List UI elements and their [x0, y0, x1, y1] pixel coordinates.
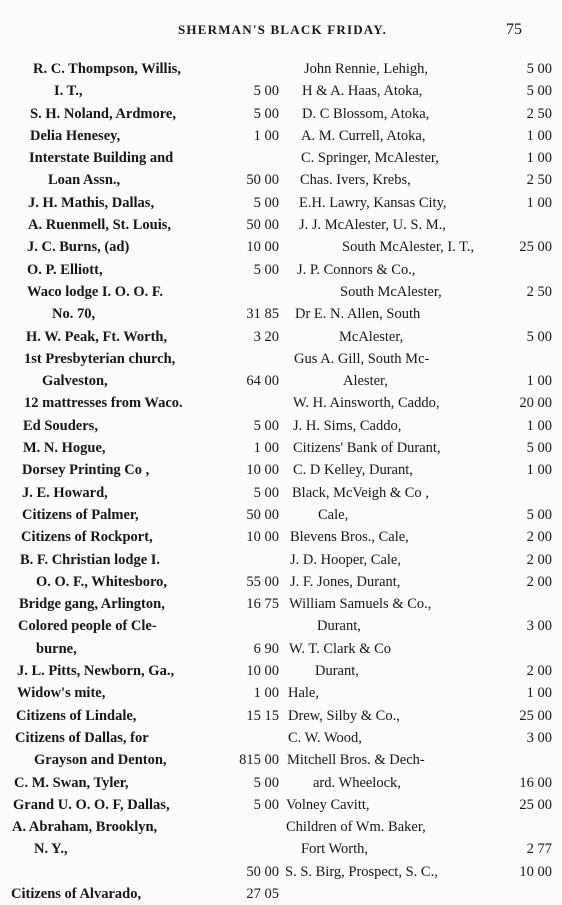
- list-item: [0, 392, 285, 414]
- donation-amount: 2 77: [526, 841, 552, 858]
- list-item: [285, 348, 562, 370]
- list-item: [285, 482, 562, 504]
- list-item: [0, 80, 285, 102]
- list-item: [0, 169, 285, 191]
- list-item: [285, 437, 562, 459]
- donation-amount: 1 00: [526, 685, 552, 702]
- donor-name: H & A. Haas, Atoka,: [302, 83, 423, 100]
- donor-name: Citizens' Bank of Durant,: [293, 440, 441, 457]
- running-header: SHERMAN'S BLACK FRIDAY.: [178, 22, 388, 37]
- donor-name: Galveston,: [42, 373, 108, 390]
- donation-amount: 50 00: [246, 863, 279, 880]
- donor-name: B. F. Christian lodge I.: [20, 551, 161, 568]
- donor-name: Mitchell Bros. & Dech-: [287, 752, 425, 769]
- donor-name: Grand U. O. O. F, Dallas,: [13, 796, 170, 813]
- donor-name: Citizens of Palmer,: [22, 506, 139, 523]
- list-item: [285, 214, 562, 236]
- donor-name: A. Abraham, Brooklyn,: [12, 819, 158, 836]
- donor-name: J. C. Burns, (ad): [27, 239, 130, 256]
- list-item: [0, 125, 285, 147]
- right-column: [285, 58, 562, 883]
- donor-name: burne,: [36, 640, 77, 657]
- donation-amount: 3 00: [526, 618, 552, 635]
- list-item: [285, 504, 562, 526]
- donor-name: Citizens of Lindale,: [16, 707, 137, 724]
- donation-amount: 55 00: [246, 573, 279, 590]
- donation-amount: 10 00: [246, 239, 279, 256]
- list-item: [0, 549, 285, 571]
- donation-amount: 5 00: [253, 796, 279, 813]
- donor-name: C. Springer, McAlester,: [301, 150, 439, 167]
- list-item: [0, 638, 285, 660]
- donation-amount: 2 00: [526, 529, 552, 546]
- donor-name: J. L. Pitts, Newborn, Ga.,: [17, 663, 175, 680]
- list-item: [285, 281, 562, 303]
- list-item: [285, 705, 562, 727]
- list-item: [285, 459, 562, 481]
- donor-name: South McAlester,: [340, 283, 442, 300]
- donor-name: C. M. Swan, Tyler,: [14, 774, 129, 791]
- donation-amount: 10 00: [246, 462, 279, 479]
- donation-amount: 2 00: [526, 573, 552, 590]
- donor-name: Citizens of Alvarado,: [11, 885, 142, 902]
- donation-amount: 5 00: [253, 484, 279, 501]
- donation-amount: 2 50: [526, 283, 552, 300]
- donor-name: William Samuels & Co.,: [289, 596, 432, 613]
- donor-name: Citizens of Dallas, for: [15, 729, 149, 746]
- list-item: [285, 192, 562, 214]
- list-item: [0, 749, 285, 771]
- list-item: [0, 682, 285, 704]
- donor-name: ard. Wheelock,: [313, 774, 401, 791]
- list-item: [285, 660, 562, 682]
- donation-amount: 31 85: [246, 306, 279, 323]
- donation-amount: 64 00: [246, 373, 279, 390]
- donor-name: E.H. Lawry, Kansas City,: [299, 194, 447, 211]
- list-item: [285, 772, 562, 794]
- page-number: 75: [506, 21, 522, 38]
- donation-amount: 815 00: [239, 752, 279, 769]
- list-item: [0, 660, 285, 682]
- list-item: [285, 638, 562, 660]
- list-item: [285, 236, 562, 258]
- donation-amount: 5 00: [253, 261, 279, 278]
- donor-name: Waco lodge I. O. O. F.: [27, 283, 164, 300]
- list-item: [285, 103, 562, 125]
- list-item: [0, 281, 285, 303]
- list-item: [285, 415, 562, 437]
- list-item: [285, 259, 562, 281]
- list-item: [285, 370, 562, 392]
- list-item: [285, 147, 562, 169]
- donor-name: Durant,: [317, 618, 361, 635]
- list-item: [285, 326, 562, 348]
- donation-amount: 2 50: [526, 105, 552, 122]
- list-item: [0, 192, 285, 214]
- donation-amount: 1 00: [526, 194, 552, 211]
- list-item: [0, 459, 285, 481]
- list-item: [285, 615, 562, 637]
- list-item: [0, 816, 285, 838]
- donation-amount: 1 00: [253, 685, 279, 702]
- donor-name: 12 mattresses from Waco.: [24, 395, 183, 412]
- donation-amount: 1 00: [526, 150, 552, 167]
- donation-amount: 5 00: [253, 194, 279, 211]
- list-item: [0, 348, 285, 370]
- donation-amount: 25 00: [519, 239, 552, 256]
- list-item: [285, 58, 562, 80]
- list-item: [285, 169, 562, 191]
- donor-name: Gus A. Gill, South Mc-: [294, 350, 430, 367]
- donor-name: Loan Assn.,: [48, 172, 121, 189]
- donation-amount: 3 00: [526, 729, 552, 746]
- donor-name: Interstate Building and: [29, 150, 174, 167]
- donation-amount: 5 00: [253, 83, 279, 100]
- donor-name: Durant,: [315, 663, 359, 680]
- donor-name: Chas. Ivers, Krebs,: [300, 172, 411, 189]
- donor-name: A. M. Currell, Atoka,: [301, 127, 426, 144]
- donation-amount: 16 00: [519, 774, 552, 791]
- donor-name: Fort Worth,: [301, 841, 369, 858]
- donor-name: McAlester,: [339, 328, 404, 345]
- list-item: [0, 772, 285, 794]
- list-item: [285, 526, 562, 548]
- donation-amount: 10 00: [519, 863, 552, 880]
- list-item: [285, 816, 562, 838]
- list-item: [285, 392, 562, 414]
- donor-name: W. H. Ainsworth, Caddo,: [293, 395, 440, 412]
- donor-name: A. Ruenmell, St. Louis,: [28, 217, 172, 234]
- donor-name: No. 70,: [52, 306, 96, 323]
- donation-amount: 5 00: [526, 61, 552, 77]
- donor-name: I. T.,: [54, 83, 83, 100]
- donation-amount: 50 00: [246, 217, 279, 234]
- list-item: [0, 482, 285, 504]
- donor-name: N. Y.,: [34, 841, 68, 858]
- donor-name: Bridge gang, Arlington,: [19, 596, 165, 613]
- donation-amount: 6 90: [253, 640, 279, 657]
- list-item: [285, 593, 562, 615]
- list-item: [0, 861, 285, 883]
- donor-name: S. H. Noland, Ardmore,: [30, 105, 176, 122]
- donor-name: Citizens of Rockport,: [21, 529, 153, 546]
- donor-name: M. N. Hogue,: [23, 440, 106, 457]
- donor-name: Drew, Silby & Co.,: [288, 707, 400, 724]
- donor-name: Hale,: [288, 685, 319, 702]
- donation-amount: 5 00: [526, 328, 552, 345]
- donor-name: J. H. Sims, Caddo,: [293, 417, 402, 434]
- donation-amount: 5 00: [526, 506, 552, 523]
- list-item: [285, 794, 562, 816]
- donor-name: Blevens Bros., Cale,: [290, 529, 409, 546]
- list-item: [0, 415, 285, 437]
- list-item: [285, 749, 562, 771]
- list-item: [285, 303, 562, 325]
- donor-name: Dr E. N. Allen, South: [295, 306, 421, 323]
- donation-amount: 5 00: [253, 417, 279, 434]
- donation-amount: 5 00: [253, 774, 279, 791]
- list-item: [285, 571, 562, 593]
- donor-name: Delia Henesey,: [30, 127, 121, 144]
- donor-name: J. H. Mathis, Dallas,: [28, 194, 155, 211]
- list-item: [0, 504, 285, 526]
- donor-name: Black, McVeigh & Co ,: [292, 484, 429, 501]
- donation-amount: 5 00: [526, 440, 552, 457]
- list-item: [0, 303, 285, 325]
- donation-amount: 1 00: [526, 417, 552, 434]
- list-item: [285, 861, 562, 883]
- donor-name: Widow's mite,: [17, 685, 106, 702]
- donor-name: J. J. McAlester, U. S. M.,: [299, 217, 446, 234]
- donor-name: J. P. Connors & Co.,: [297, 261, 416, 278]
- donor-name: C. D Kelley, Durant,: [293, 462, 413, 479]
- list-item: [0, 571, 285, 593]
- donation-amount: 1 00: [526, 462, 552, 479]
- list-item: [0, 259, 285, 281]
- list-item: [0, 838, 285, 860]
- list-item: [0, 705, 285, 727]
- left-column: [0, 58, 285, 905]
- list-item: [0, 593, 285, 615]
- donor-name: Colored people of Cle-: [18, 618, 157, 635]
- list-item: [0, 214, 285, 236]
- donor-name: Volney Cavitt,: [286, 796, 370, 813]
- donor-name: 1st Presbyterian church,: [24, 350, 176, 367]
- list-item: [0, 526, 285, 548]
- donation-amount: 25 00: [519, 707, 552, 724]
- donor-name: W. T. Clark & Co: [289, 640, 392, 657]
- list-item: [285, 125, 562, 147]
- list-item: [285, 838, 562, 860]
- donation-amount: 50 00: [246, 172, 279, 189]
- list-item: [0, 103, 285, 125]
- donation-amount: 2 00: [526, 663, 552, 680]
- donor-name: O. O. F., Whitesboro,: [36, 573, 168, 590]
- donation-amount: 25 00: [519, 796, 552, 813]
- list-item: [0, 58, 285, 80]
- donation-amount: 1 00: [526, 127, 552, 144]
- donor-name: Ed Souders,: [23, 417, 98, 434]
- donor-name: Grayson and Denton,: [34, 752, 167, 769]
- list-item: [0, 615, 285, 637]
- list-item: [0, 437, 285, 459]
- list-item: [0, 147, 285, 169]
- list-item: [0, 794, 285, 816]
- donation-amount: 27 05: [246, 885, 279, 902]
- donor-name: J. E. Howard,: [22, 484, 108, 501]
- donor-name: H. W. Peak, Ft. Worth,: [26, 328, 168, 345]
- donor-name: South McAlester, I. T.,: [342, 239, 475, 256]
- donation-amount: 1 00: [253, 127, 279, 144]
- donation-amount: 2 00: [526, 551, 552, 568]
- donation-amount: 3 20: [253, 328, 279, 345]
- list-item: [285, 727, 562, 749]
- donor-name: D. C Blossom, Atoka,: [302, 105, 430, 122]
- donation-amount: 5 00: [253, 105, 279, 122]
- donation-amount: 16 75: [246, 596, 279, 613]
- donor-name: R. C. Thompson, Willis,: [33, 61, 181, 77]
- donation-amount: 15 15: [246, 707, 279, 724]
- list-item: [285, 549, 562, 571]
- donation-amount: 20 00: [519, 395, 552, 412]
- donor-name: J. F. Jones, Durant,: [290, 573, 401, 590]
- donor-name: C. W. Wood,: [288, 729, 362, 746]
- donation-amount: 50 00: [246, 506, 279, 523]
- donation-amount: 1 00: [253, 440, 279, 457]
- donor-name: John Rennie, Lehigh,: [304, 61, 429, 77]
- donation-amount: 10 00: [246, 663, 279, 680]
- list-item: [285, 682, 562, 704]
- donor-name: Dorsey Printing Co ,: [22, 462, 150, 479]
- donation-amount: 1 00: [526, 373, 552, 390]
- donor-name: Cale,: [318, 506, 349, 523]
- list-item: [285, 80, 562, 102]
- donor-name: Children of Wm. Baker,: [286, 819, 426, 836]
- list-item: [0, 883, 285, 905]
- donor-name: J. D. Hooper, Cale,: [290, 551, 401, 568]
- list-item: [0, 236, 285, 258]
- donor-name: O. P. Elliott,: [27, 261, 103, 278]
- donation-amount: 2 50: [526, 172, 552, 189]
- donor-name: Alester,: [343, 373, 388, 390]
- donation-amount: 5 00: [526, 83, 552, 100]
- donor-name: S. S. Birg, Prospect, S. C.,: [285, 863, 438, 880]
- list-item: [0, 326, 285, 348]
- list-item: [0, 727, 285, 749]
- list-item: [0, 370, 285, 392]
- donation-amount: 10 00: [246, 529, 279, 546]
